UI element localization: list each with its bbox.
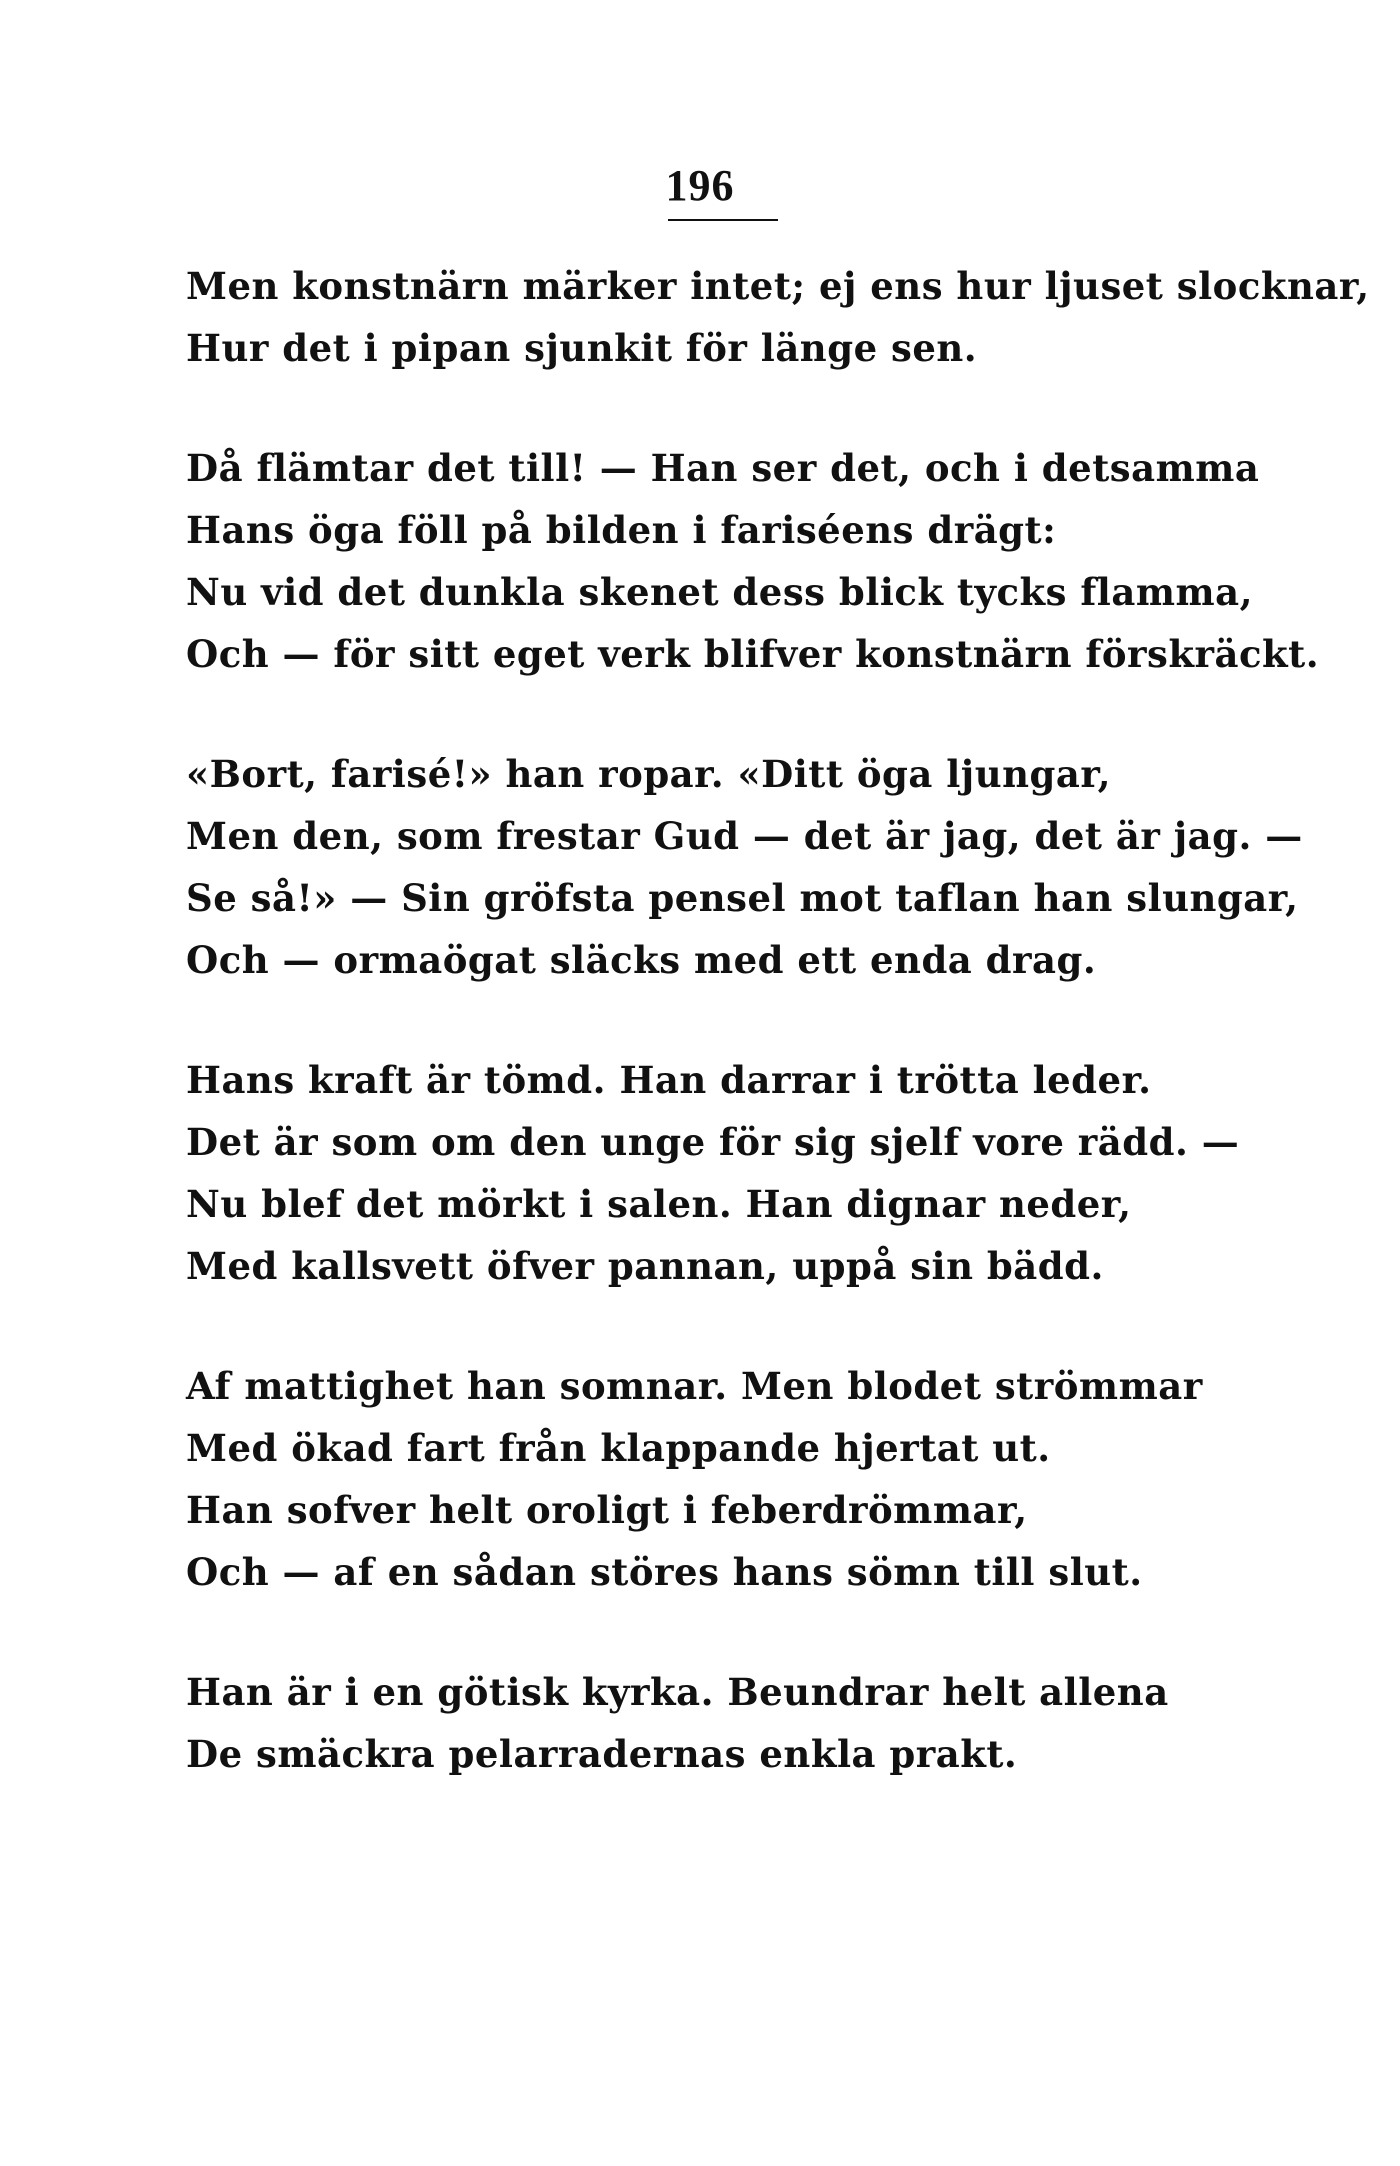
verse-line: Hans öga föll på bilden i fariséens drägt:	[186, 508, 1057, 552]
verse-line: Nu blef det mörkt i salen. Han dignar neder,	[186, 1182, 1132, 1226]
page-number-underline	[668, 219, 778, 221]
verse-line: Han sofver helt oroligt i feberdrömmar,	[186, 1488, 1028, 1532]
verse-line: Och — af en sådan störes hans sömn till slut.	[186, 1550, 1143, 1594]
verse-line: Se så!» — Sin gröfsta pensel mot taflan han slungar,	[186, 876, 1299, 920]
verse-line: Hur det i pipan sjunkit för länge sen.	[186, 326, 978, 370]
stanza-1	[186, 255, 1370, 379]
poem-body	[186, 255, 1370, 1843]
page-number: 196	[665, 161, 735, 210]
stanza-6	[186, 1661, 1316, 1785]
verse-line: «Bort, farisé!» han ropar. «Ditt öga ljungar,	[186, 752, 1112, 796]
verse-line: Hans kraft är tömd. Han darrar i trötta leder.	[186, 1058, 1152, 1102]
verse-line: Af mattighet han somnar. Men blodet strömmar	[186, 1364, 1203, 1408]
verse-line: Men konstnärn märker intet; ej ens hur ljuset slocknar,	[186, 264, 1370, 308]
stanza-2	[186, 437, 1320, 685]
verse-line: De smäckra pelarradernas enkla prakt.	[186, 1732, 1018, 1776]
stanza-5	[186, 1355, 1316, 1603]
verse-line: Med ökad fart från klappande hjertat ut.	[186, 1426, 1051, 1470]
verse-line: Med kallsvett öfver pannan, uppå sin bädd.	[186, 1244, 1104, 1288]
verse-line: Det är som om den unge för sig sjelf vore rädd. —	[186, 1120, 1240, 1164]
verse-line: Och — för sitt eget verk blifver konstnärn förskräckt.	[186, 632, 1320, 676]
verse-line: Och — ormaögat släcks med ett enda drag.	[186, 938, 1097, 982]
stanza-4	[186, 1049, 1316, 1297]
verse-line: Men den, som frestar Gud — det är jag, det är jag. —	[186, 814, 1303, 858]
verse-line: Nu vid det dunkla skenet dess blick tycks flamma,	[186, 570, 1253, 614]
stanza-3	[186, 743, 1316, 991]
verse-line: Han är i en götisk kyrka. Beundrar helt allena	[186, 1670, 1169, 1714]
verse-line: Då flämtar det till! — Han ser det, och i detsamma	[186, 446, 1260, 490]
